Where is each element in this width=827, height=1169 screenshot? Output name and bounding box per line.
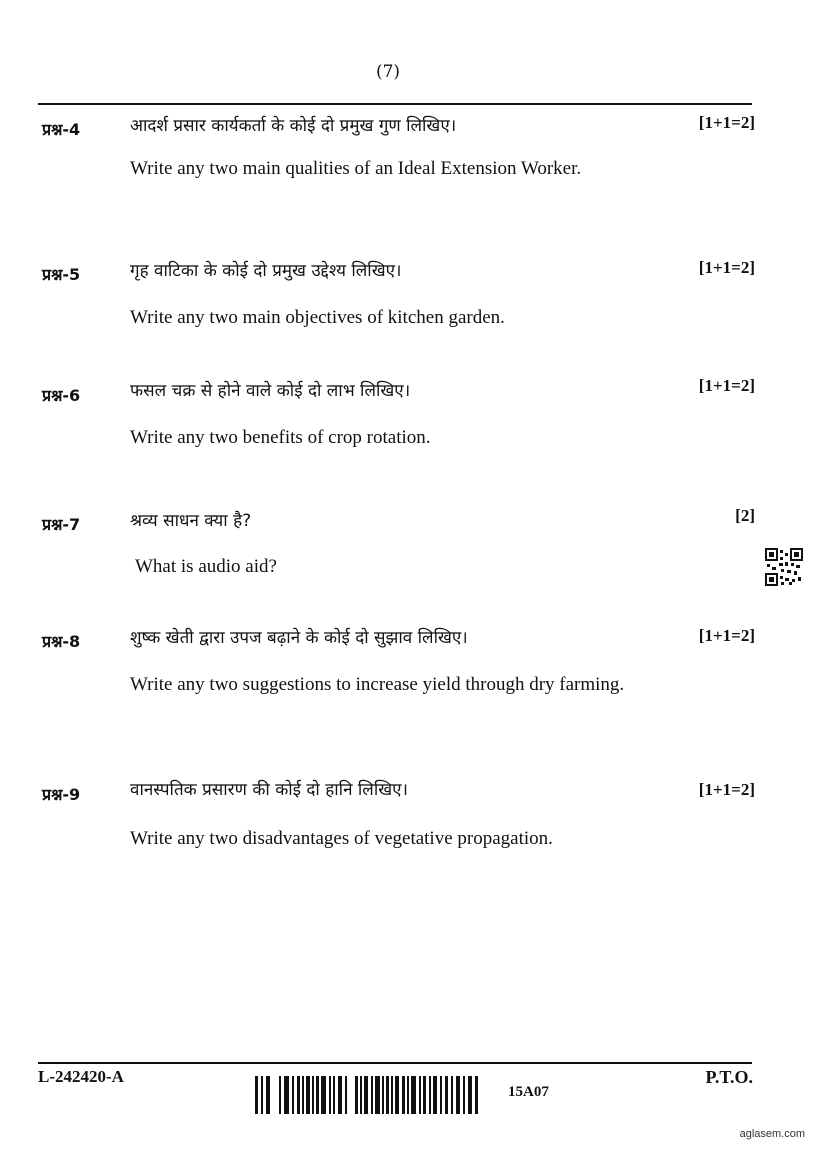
question-english-text: Write any two main objectives of kitchen garden. [130, 307, 505, 328]
pto-label: P.T.O. [705, 1067, 753, 1087]
barcode-icon [255, 1076, 479, 1114]
question-label: प्रश्न-6 [42, 386, 81, 405]
bottom-rule [38, 1062, 752, 1064]
page-number: (7) [375, 62, 401, 82]
question-hindi-text: श्रव्य साधन क्या है? [130, 511, 252, 531]
question-label: प्रश्न-8 [42, 632, 81, 651]
top-rule [38, 103, 752, 105]
question-label: प्रश्न-4 [42, 120, 81, 139]
question-marks: [1+1=2] [698, 258, 755, 277]
question-marks: [1+1=2] [698, 376, 755, 395]
barcode-code: 15A07 [508, 1084, 549, 1100]
question-english-text: Write any two main qualities of an Ideal Extension Worker. [130, 158, 582, 179]
question-hindi-text: वानस्पतिक प्रसारण की कोई दो हानि लिखिए। [130, 780, 408, 800]
question-marks: [1+1=2] [698, 113, 755, 132]
watermark: aglasem.com [739, 1128, 805, 1140]
question-hindi-text: फसल चक्र से होने वाले कोई दो लाभ लिखिए। [130, 381, 411, 401]
question-english-text: What is audio aid? [135, 556, 277, 577]
question-english-text: Write any two suggestions to increase yield through dry farming. [130, 674, 625, 695]
qr-code-icon [765, 548, 803, 586]
question-marks: [1+1=2] [698, 626, 755, 645]
question-label: प्रश्न-7 [42, 515, 81, 534]
question-marks: [1+1=2] [698, 780, 755, 799]
question-english-text: Write any two benefits of crop rotation. [130, 427, 431, 448]
question-marks: [2] [735, 506, 755, 525]
question-label: प्रश्न-5 [42, 265, 81, 284]
question-hindi-text: शुष्क खेती द्वारा उपज बढ़ाने के कोई दो सुझाव लिखिए। [130, 628, 468, 648]
question-english-text: Write any two disadvantages of vegetative propagation. [130, 828, 553, 849]
question-hindi-text: गृह वाटिका के कोई दो प्रमुख उद्देश्य लिखिए। [130, 261, 402, 281]
question-hindi-text: आदर्श प्रसार कार्यकर्ता के कोई दो प्रमुख गुण लिखिए। [130, 116, 457, 136]
question-label: प्रश्न-9 [42, 785, 81, 804]
paper-code: L-242420-A [38, 1067, 124, 1086]
